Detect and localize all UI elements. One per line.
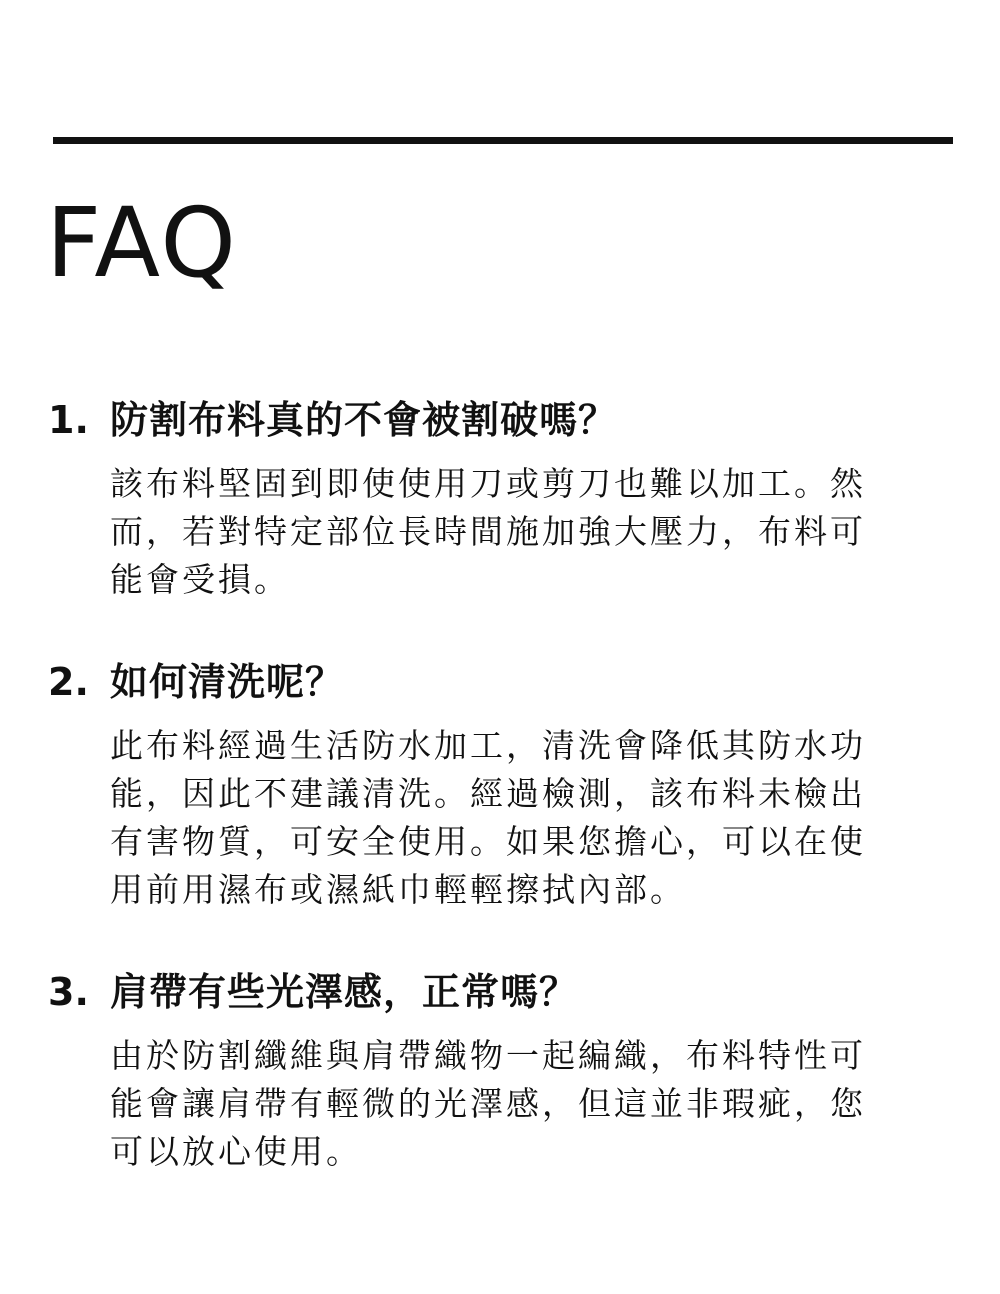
faq-question-text: 肩帶有些光澤感，正常嗎？ bbox=[110, 970, 579, 1014]
faq-item-3 bbox=[48, 966, 948, 1176]
faq-answer: 此布料經過生活防水加工，清洗會降低其防水功能，因此不建議清洗。經過檢測，該布料未檢出有害物質，可安全使用。如果您擔心，可以在使用前用濕布或濕紙巾輕輕擦拭內部。 bbox=[110, 726, 866, 909]
faq-item-2 bbox=[48, 656, 948, 914]
faq-question-text: 如何清洗呢？ bbox=[110, 660, 345, 704]
faq-number: 2. bbox=[48, 660, 89, 704]
faq-answer: 由於防割纖維與肩帶織物一起編織，布料特性可能會讓肩帶有輕微的光澤感，但這並非瑕疵，您可以放心使用。 bbox=[110, 1036, 866, 1171]
faq-item-1 bbox=[48, 394, 948, 604]
faq-question bbox=[48, 656, 948, 708]
faq-question-text: 防割布料真的不會被割破嗎？ bbox=[110, 398, 618, 442]
faq-answer: 該布料堅固到即使使用刀或剪刀也難以加工。然而，若對特定部位長時間施加強大壓力，布料可能會受損。 bbox=[110, 464, 866, 599]
page-title: FAQ bbox=[46, 187, 238, 299]
faq-number: 1. bbox=[48, 398, 89, 442]
faq-number: 3. bbox=[48, 970, 89, 1014]
top-divider bbox=[53, 137, 953, 144]
faq-list bbox=[48, 394, 948, 1228]
faq-question bbox=[48, 394, 948, 446]
faq-question bbox=[48, 966, 948, 1018]
